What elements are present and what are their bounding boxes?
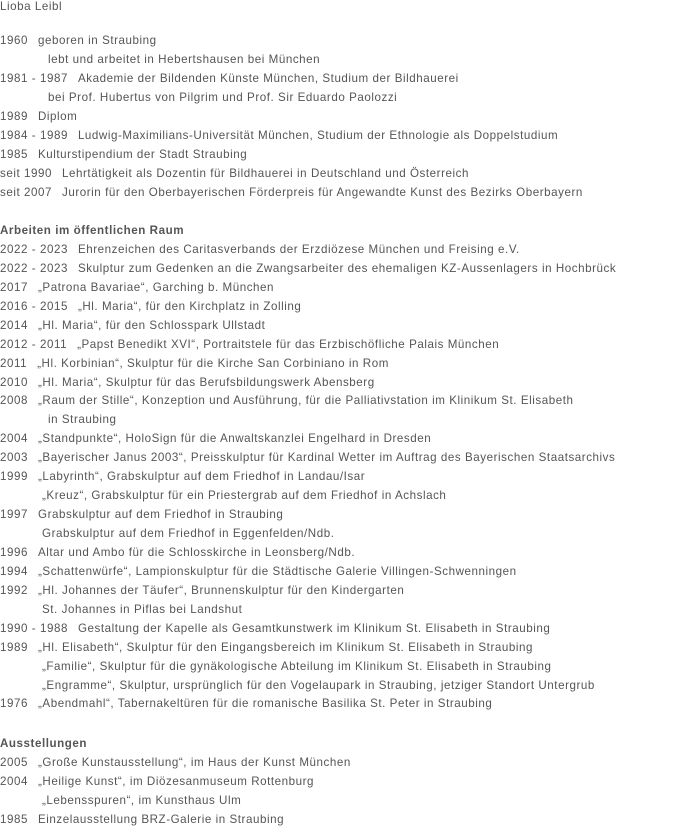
cv-entry	[0, 108, 682, 127]
entry-year: 1997	[0, 508, 28, 522]
cv-entry	[0, 695, 682, 714]
entry-text: Diplom	[38, 109, 78, 123]
cv-entry	[0, 525, 682, 544]
entry-text: „Hl. Maria“, für den Schlosspark Ullstadt	[38, 318, 266, 332]
cv-entry	[0, 792, 682, 811]
entry-text: „Schattenwürfe“, Lampionskulptur für die Städtische Galerie Villingen-Schwenningen	[38, 564, 517, 578]
entry-text: „Abendmahl“, Tabernakeltüren für die romanische Basilika St. Peter in Straubing	[38, 697, 493, 711]
entry-year: 1985	[0, 147, 28, 161]
cv-entry	[0, 773, 682, 792]
entry-year: 2014	[0, 318, 28, 332]
entry-year: seit 1990	[0, 166, 53, 180]
entry-year: 1999	[0, 470, 28, 484]
entry-year: 2011	[0, 356, 28, 370]
public-works-heading: Arbeiten im öffentlichen Raum	[0, 224, 185, 237]
cv-entry	[0, 506, 682, 525]
entry-text: „Hl. Maria“, Skulptur für das Berufsbildungswerk Abensberg	[38, 375, 375, 389]
entry-text: Einzelausstellung BRZ-Galerie in Straubing	[38, 812, 285, 826]
cv-entry	[0, 620, 682, 639]
entry-year: 2010	[0, 375, 28, 389]
cv-entry	[0, 146, 682, 165]
cv-entry	[0, 658, 682, 677]
entry-year: 1989	[0, 640, 28, 654]
cv-entry	[0, 677, 682, 696]
cv-entry	[0, 449, 682, 468]
public-works-section	[0, 222, 682, 714]
entry-year: 2012 - 2011	[0, 337, 68, 351]
cv-entry	[0, 165, 682, 184]
entry-text: Ludwig-Maximilians-Universität München, Studium der Ethnologie als Doppelstudium	[77, 128, 559, 142]
entry-year: 2017	[0, 280, 28, 294]
entry-text: „Hl. Johannes der Täufer“, Brunnenskulptur für den Kindergarten	[38, 583, 405, 597]
cv-entry	[0, 639, 682, 658]
cv-entry	[0, 317, 682, 336]
entry-text: in Straubing	[48, 413, 117, 427]
entry-year: 1994	[0, 564, 28, 578]
cv-entry	[0, 487, 682, 506]
cv-entry	[0, 184, 682, 203]
entry-text: „Heilige Kunst“, im Diözesanmuseum Rottenburg	[38, 774, 315, 788]
entry-text: „Patrona Bavariae“, Garching b. München	[38, 280, 275, 294]
cv-entry	[0, 392, 682, 411]
cv-entry	[0, 260, 682, 279]
entry-text: Jurorin für den Oberbayerischen Förderpreis für Angewandte Kunst des Bezirks Oberbayern	[62, 185, 583, 199]
cv-entry	[0, 89, 682, 108]
entry-year: 2016 - 2015	[0, 299, 68, 313]
entry-text: „Hl. Maria“, für den Kirchplatz in Zolling	[77, 299, 302, 313]
biography-section	[0, 32, 682, 202]
cv-entry	[0, 811, 682, 830]
entry-text: lebt und arbeitet in Hebertshausen bei München	[48, 52, 321, 66]
entry-year: 1992	[0, 583, 28, 597]
entry-year: 1981 - 1987	[0, 71, 68, 85]
cv-entry	[0, 32, 682, 51]
entry-text: Lehrtätigkeit als Dozentin für Bildhauerei in Deutschland und Österreich	[62, 166, 469, 180]
cv-entry	[0, 374, 682, 393]
entry-year: 1984 - 1989	[0, 128, 68, 142]
entry-text: „Bayerischer Janus 2003“, Preisskulptur für Kardinal Wetter im Auftrag des Bayerischen Staatsarchivs	[38, 451, 616, 465]
entry-year: 2008	[0, 394, 28, 408]
entry-text: Akademie der Bildenden Künste München, Studium der Bildhauerei	[77, 71, 459, 85]
entry-text: „Raum der Stille“, Konzeption und Ausführung, für die Palliativstation im Klinikum St. Elisabeth	[38, 394, 574, 408]
cv-entry	[0, 411, 682, 430]
cv-entry	[0, 582, 682, 601]
entry-text: „Familie“, Skulptur für die gynäkologische Abteilung im Klinikum St. Elisabeth in Straubing	[42, 659, 552, 673]
entry-year: 1960	[0, 34, 28, 47]
entry-year: 2003	[0, 451, 28, 465]
entry-text: Altar und Ambo für die Schlosskirche in Leonsberg/Ndb.	[38, 545, 356, 559]
cv-entry	[0, 127, 682, 146]
entry-text: Gestaltung der Kapelle als Gesamtkunstwerk im Klinikum St. Elisabeth in Straubing	[77, 621, 551, 635]
cv-entry	[0, 601, 682, 620]
entry-year: 2022 - 2023	[0, 261, 68, 275]
cv-entry	[0, 241, 682, 260]
entry-text: „Engramme“, Skulptur, ursprünglich für den Vogelaupark in Straubing, jetziger Standort Untergrub	[42, 678, 595, 692]
entry-text: „Papst Benedikt XVI“, Portraitstele für das Erzbischöfliche Palais München	[77, 337, 500, 351]
entry-year: 1985	[0, 812, 28, 826]
entry-year: 2022 - 2023	[0, 242, 68, 256]
cv-entry	[0, 563, 682, 582]
cv-entry	[0, 298, 682, 317]
entry-year: 1989	[0, 109, 28, 123]
entry-year: 2005	[0, 755, 28, 769]
exhibitions-heading: Ausstellungen	[0, 737, 88, 750]
entry-text: „Kreuz“, Grabskulptur für ein Priestergrab auf dem Friedhof in Achslach	[42, 489, 447, 503]
entry-text: Ehrenzeichen des Caritasverbands der Erzdiözese München und Freising e.V.	[77, 242, 520, 256]
entry-text: „Hl. Korbinian“, Skulptur für die Kirche San Corbiniano in Rom	[37, 356, 389, 370]
cv-entry	[0, 336, 682, 355]
cv-entry	[0, 430, 682, 449]
entry-text: St. Johannes in Piflas bei Landshut	[42, 602, 243, 616]
exhibitions-section	[0, 735, 682, 830]
entry-year: 1976	[0, 697, 28, 711]
cv-entry	[0, 468, 682, 487]
entry-text: „Standpunkte“, HoloSign für die Anwaltskanzlei Engelhard in Dresden	[38, 432, 432, 446]
artist-name: Lioba Leibl	[0, 0, 63, 13]
entry-text: „Große Kunstausstellung“, im Haus der Kunst München	[38, 755, 351, 769]
entry-text: „Labyrinth“, Grabskulptur auf dem Friedhof in Landau/Isar	[38, 470, 366, 484]
entry-text: bei Prof. Hubertus von Pilgrim und Prof. Sir Eduardo Paolozzi	[48, 90, 398, 104]
cv-entry	[0, 754, 682, 773]
cv-entry	[0, 544, 682, 563]
entry-text: „Lebensspuren“, im Kunsthaus Ulm	[42, 793, 242, 807]
entry-text: Skulptur zum Gedenken an die Zwangsarbeiter des ehemaligen KZ-Aussenlagers in Hochbrück	[77, 261, 617, 275]
entry-year: 1990 - 1988	[0, 621, 68, 635]
cv-entry	[0, 279, 682, 298]
entry-text: geboren in Straubing	[38, 34, 157, 47]
entry-year: 1996	[0, 545, 28, 559]
entry-text: „Hl. Elisabeth“, Skulptur für den Eingangsbereich im Klinikum St. Elisabeth in Straubing	[38, 640, 533, 654]
entry-text: Kulturstipendium der Stadt Straubing	[38, 147, 248, 161]
cv-entry	[0, 70, 682, 89]
entry-text: Grabskulptur auf dem Friedhof in Eggenfelden/Ndb.	[42, 527, 335, 540]
entry-year: 2004	[0, 774, 28, 788]
entry-text: Grabskulptur auf dem Friedhof in Straubing	[38, 508, 284, 522]
entry-year: seit 2007	[0, 185, 53, 199]
entry-year: 2004	[0, 432, 28, 446]
cv-entry	[0, 355, 682, 374]
cv-entry	[0, 51, 682, 70]
